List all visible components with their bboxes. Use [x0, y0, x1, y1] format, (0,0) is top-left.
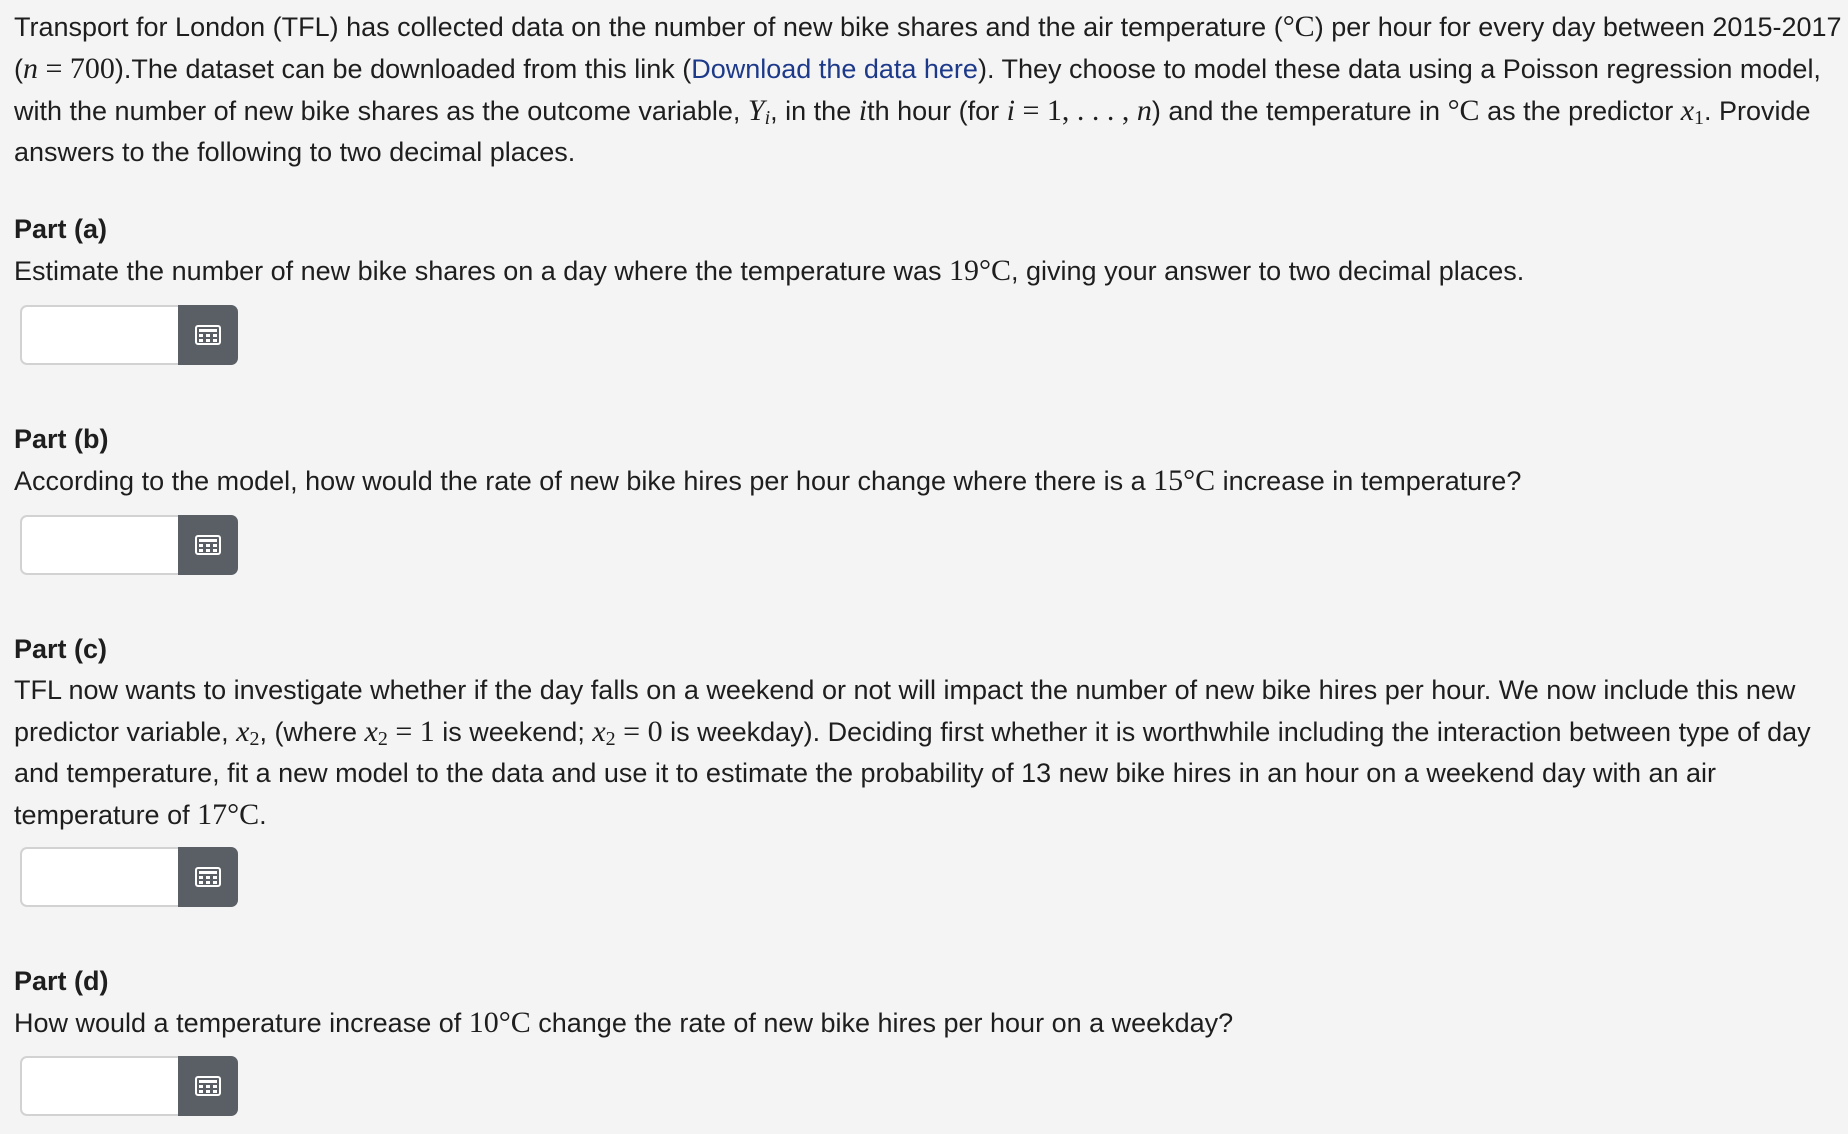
intro-text: as the predictor — [1479, 96, 1681, 126]
unit-celsius: °C — [1447, 94, 1480, 127]
part-b — [14, 419, 1844, 502]
intro-text: ) and the temperature in — [1151, 96, 1448, 126]
part-b-answer-input[interactable] — [20, 515, 180, 575]
intro-text: th hour (for — [867, 96, 1007, 126]
part-a-answer-input[interactable] — [20, 305, 180, 365]
intro-text: ).The dataset can be downloaded from this link ( — [114, 54, 692, 84]
part-d-calculator-button[interactable] — [178, 1056, 238, 1116]
calculator-grid-icon — [195, 325, 221, 345]
outcome-variable-math: $Y_i$ — [747, 94, 771, 129]
part-c-calculator-button[interactable] — [178, 847, 238, 907]
part-c-answer-group — [20, 847, 238, 907]
index-range-math: i = 1, . . . , n — [1006, 94, 1152, 127]
intro-text: , in the — [770, 96, 859, 126]
index-math: i — [858, 94, 868, 127]
intro-text: . Provide answers to the following to two decimal places. — [14, 96, 1811, 167]
part-b-answer-group — [20, 515, 238, 575]
part-c-answer-input[interactable] — [20, 847, 180, 907]
part-b-calculator-button[interactable] — [178, 515, 238, 575]
part-d-answer-group — [20, 1056, 238, 1116]
part-c — [14, 629, 1844, 836]
part-d-answer-input[interactable] — [20, 1056, 180, 1116]
part-b-question: According to the model, how would the rate of new bike hires per hour change where there is a 15°C increase in temperature? — [14, 464, 1522, 497]
part-a-answer-group — [20, 305, 238, 365]
part-c-question: TFL now wants to investigate whether if the day falls on a weekend or not will impact the number of new bike hires per hour. We now include this new predictor variable, $x_2$, (where $x_2 = 1$ is weekend; $x_2 = 0$ is weekday). Deciding first whether it is worthwhile including the interaction between type of day and temperature, fit a new model to the data and use it to estimate the probability of 13 new bike hires in an hour on a weekend day with an air temperature of 17°C. — [14, 675, 1811, 831]
part-d — [14, 961, 1844, 1044]
predictor-math: $x_1$ — [1680, 94, 1705, 129]
calculator-grid-icon — [195, 867, 221, 887]
part-c-title: Part (c) — [14, 634, 108, 664]
calculator-grid-icon — [195, 535, 221, 555]
part-a-title: Part (a) — [14, 214, 108, 244]
unit-celsius: °C — [1282, 10, 1315, 43]
part-d-question: How would a temperature increase of 10°C change the rate of new bike hires per hour on a weekday? — [14, 1006, 1234, 1039]
part-a-calculator-button[interactable] — [178, 305, 238, 365]
part-b-title: Part (b) — [14, 424, 109, 454]
calculator-grid-icon — [195, 1076, 221, 1096]
intro-text: ) per hour for every day between 2015-2017 ( — [14, 12, 1842, 84]
part-d-title: Part (d) — [14, 966, 109, 996]
download-data-link[interactable]: Download the data here — [691, 54, 978, 84]
question-intro — [14, 6, 1844, 173]
part-a-question: Estimate the number of new bike shares on a day where the temperature was 19°C, giving your answer to two decimal places. — [14, 254, 1525, 287]
intro-text: ). They choose to model these data using a Poisson regression model, with the number of new bike shares as the outcome variable, — [14, 54, 1821, 126]
intro-text: Transport for London (TFL) has collected data on the number of new bike shares and the air temperature ( — [14, 12, 1283, 42]
part-a — [14, 209, 1844, 292]
sample-size-math: n = 700 — [23, 52, 115, 85]
